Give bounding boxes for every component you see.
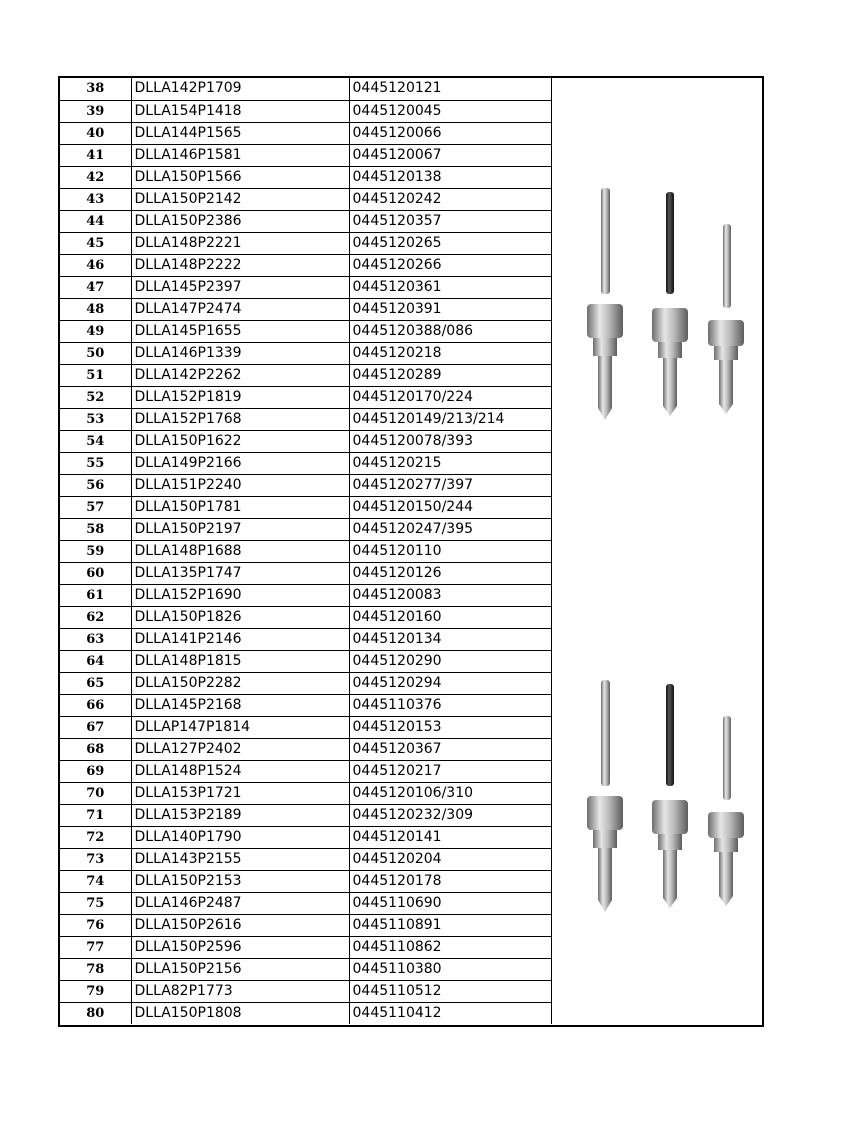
oem-number: 0445110512: [349, 980, 551, 1002]
row-number: 60: [60, 562, 131, 584]
table-row: [60, 474, 551, 496]
row-number: 52: [60, 386, 131, 408]
nozzle-code: DLLA144P1565: [131, 122, 349, 144]
row-number: 77: [60, 936, 131, 958]
row-number: 65: [60, 672, 131, 694]
table-row: [60, 364, 551, 386]
oem-number: 0445120150/244: [349, 496, 551, 518]
table-row: [60, 298, 551, 320]
table-row: [60, 606, 551, 628]
oem-number: 0445120126: [349, 562, 551, 584]
table-row: [60, 540, 551, 562]
nozzle-code: DLLA151P2240: [131, 474, 349, 496]
nozzle-code: DLLA148P2222: [131, 254, 349, 276]
table-row: [60, 826, 551, 848]
row-number: 70: [60, 782, 131, 804]
row-number: 69: [60, 760, 131, 782]
table-row: [60, 870, 551, 892]
oem-number: 0445120367: [349, 738, 551, 760]
row-number: 48: [60, 298, 131, 320]
table-row: [60, 386, 551, 408]
nozzle-photo-top: [551, 182, 762, 422]
row-number: 78: [60, 958, 131, 980]
row-number: 74: [60, 870, 131, 892]
nozzle-code: DLLA152P1819: [131, 386, 349, 408]
table-row: [60, 166, 551, 188]
table-row: [60, 1002, 551, 1024]
row-number: 41: [60, 144, 131, 166]
table-row: [60, 848, 551, 870]
oem-number: 0445120242: [349, 188, 551, 210]
row-number: 47: [60, 276, 131, 298]
table-row: [60, 408, 551, 430]
nozzle-code: DLLA147P2474: [131, 298, 349, 320]
row-number: 54: [60, 430, 131, 452]
row-number: 46: [60, 254, 131, 276]
oem-number: 0445120266: [349, 254, 551, 276]
oem-number: 0445120045: [349, 100, 551, 122]
table-row: [60, 694, 551, 716]
table-row: [60, 210, 551, 232]
nozzle-code: DLLA154P1418: [131, 100, 349, 122]
injector-nozzle-photo-icon: [551, 674, 762, 914]
oem-number: 0445120388/086: [349, 320, 551, 342]
nozzle-code: DLLA152P1690: [131, 584, 349, 606]
oem-number: 0445120110: [349, 540, 551, 562]
nozzle-code: DLLA143P2155: [131, 848, 349, 870]
oem-number: 0445120217: [349, 760, 551, 782]
oem-number: 0445120357: [349, 210, 551, 232]
nozzle-code: DLLA146P1581: [131, 144, 349, 166]
oem-number: 0445120153: [349, 716, 551, 738]
nozzle-code: DLLA150P2616: [131, 914, 349, 936]
injector-nozzle-photo-icon: [551, 182, 762, 422]
oem-number: 0445120289: [349, 364, 551, 386]
table-row: [60, 78, 551, 100]
nozzle-code: DLLA82P1773: [131, 980, 349, 1002]
row-number: 57: [60, 496, 131, 518]
row-number: 39: [60, 100, 131, 122]
oem-number: 0445120134: [349, 628, 551, 650]
table-row: [60, 782, 551, 804]
nozzle-code: DLLA150P2156: [131, 958, 349, 980]
row-number: 73: [60, 848, 131, 870]
nozzle-code: DLLA150P1622: [131, 430, 349, 452]
nozzle-code: DLLA135P1747: [131, 562, 349, 584]
row-number: 59: [60, 540, 131, 562]
nozzle-code: DLLA153P2189: [131, 804, 349, 826]
oem-number: 0445120141: [349, 826, 551, 848]
oem-number: 0445120066: [349, 122, 551, 144]
oem-number: 0445120391: [349, 298, 551, 320]
row-number: 44: [60, 210, 131, 232]
row-number: 53: [60, 408, 131, 430]
nozzle-code: DLLA150P1808: [131, 1002, 349, 1024]
nozzle-code: DLLA141P2146: [131, 628, 349, 650]
nozzle-table: [60, 78, 552, 1024]
table-row: [60, 650, 551, 672]
oem-number: 0445120204: [349, 848, 551, 870]
nozzle-code: DLLA149P2166: [131, 452, 349, 474]
row-number: 80: [60, 1002, 131, 1024]
nozzle-code: DLLA150P2142: [131, 188, 349, 210]
nozzle-code: DLLA146P1339: [131, 342, 349, 364]
row-number: 58: [60, 518, 131, 540]
nozzle-code: DLLA145P2168: [131, 694, 349, 716]
oem-number: 0445120170/224: [349, 386, 551, 408]
table-row: [60, 980, 551, 1002]
table-row: [60, 936, 551, 958]
nozzle-code: DLLA150P1566: [131, 166, 349, 188]
nozzle-code: DLLA146P2487: [131, 892, 349, 914]
table-row: [60, 430, 551, 452]
nozzle-code: DLLA145P1655: [131, 320, 349, 342]
nozzle-code: DLLA152P1768: [131, 408, 349, 430]
oem-number: 0445120178: [349, 870, 551, 892]
oem-number: 0445120138: [349, 166, 551, 188]
oem-number: 0445110412: [349, 1002, 551, 1024]
nozzle-code: DLLA150P2197: [131, 518, 349, 540]
table-row: [60, 672, 551, 694]
nozzle-code: DLLA150P2282: [131, 672, 349, 694]
table-row: [60, 452, 551, 474]
nozzle-code: DLLA142P2262: [131, 364, 349, 386]
row-number: 72: [60, 826, 131, 848]
row-number: 38: [60, 78, 131, 100]
oem-number: 0445120106/310: [349, 782, 551, 804]
table-row: [60, 892, 551, 914]
nozzle-code: DLLA142P1709: [131, 78, 349, 100]
table-row: [60, 320, 551, 342]
product-image-column: [551, 78, 762, 1025]
parts-catalog-sheet: [58, 76, 764, 1027]
row-number: 62: [60, 606, 131, 628]
nozzle-code: DLLA150P1826: [131, 606, 349, 628]
table-row: [60, 144, 551, 166]
nozzle-code: DLLA148P1524: [131, 760, 349, 782]
row-number: 79: [60, 980, 131, 1002]
row-number: 63: [60, 628, 131, 650]
table-row: [60, 496, 551, 518]
oem-number: 0445110690: [349, 892, 551, 914]
table-row: [60, 518, 551, 540]
table-row: [60, 958, 551, 980]
row-number: 76: [60, 914, 131, 936]
nozzle-code: DLLA150P2153: [131, 870, 349, 892]
table-row: [60, 122, 551, 144]
oem-number: 0445120218: [349, 342, 551, 364]
row-number: 71: [60, 804, 131, 826]
oem-number: 0445120078/393: [349, 430, 551, 452]
oem-number: 0445110376: [349, 694, 551, 716]
nozzle-table-body: [60, 78, 551, 1024]
oem-number: 0445120265: [349, 232, 551, 254]
table-row: [60, 738, 551, 760]
oem-number: 0445120294: [349, 672, 551, 694]
row-number: 42: [60, 166, 131, 188]
row-number: 43: [60, 188, 131, 210]
nozzle-code: DLLA145P2397: [131, 276, 349, 298]
nozzle-code: DLLA140P1790: [131, 826, 349, 848]
oem-number: 0445120247/395: [349, 518, 551, 540]
row-number: 51: [60, 364, 131, 386]
row-number: 75: [60, 892, 131, 914]
nozzle-photo-bottom: [551, 674, 762, 914]
table-row: [60, 276, 551, 298]
table-row: [60, 254, 551, 276]
table-row: [60, 342, 551, 364]
row-number: 68: [60, 738, 131, 760]
row-number: 55: [60, 452, 131, 474]
table-row: [60, 584, 551, 606]
table-row: [60, 232, 551, 254]
nozzle-code: DLLA148P2221: [131, 232, 349, 254]
oem-number: 0445120361: [349, 276, 551, 298]
nozzle-code: DLLA148P1815: [131, 650, 349, 672]
table-row: [60, 760, 551, 782]
table-row: [60, 562, 551, 584]
nozzle-code: DLLAP147P1814: [131, 716, 349, 738]
nozzle-code: DLLA150P2386: [131, 210, 349, 232]
oem-number: 0445120083: [349, 584, 551, 606]
row-number: 61: [60, 584, 131, 606]
table-row: [60, 716, 551, 738]
row-number: 50: [60, 342, 131, 364]
table-row: [60, 804, 551, 826]
row-number: 66: [60, 694, 131, 716]
oem-number: 0445120160: [349, 606, 551, 628]
nozzle-code: DLLA148P1688: [131, 540, 349, 562]
oem-number: 0445120215: [349, 452, 551, 474]
row-number: 56: [60, 474, 131, 496]
row-number: 67: [60, 716, 131, 738]
row-number: 45: [60, 232, 131, 254]
oem-number: 0445120290: [349, 650, 551, 672]
table-row: [60, 914, 551, 936]
oem-number: 0445120067: [349, 144, 551, 166]
row-number: 40: [60, 122, 131, 144]
oem-number: 0445120277/397: [349, 474, 551, 496]
table-row: [60, 628, 551, 650]
nozzle-code: DLLA127P2402: [131, 738, 349, 760]
nozzle-code: DLLA150P1781: [131, 496, 349, 518]
oem-number: 0445120232/309: [349, 804, 551, 826]
table-row: [60, 100, 551, 122]
oem-number: 0445110891: [349, 914, 551, 936]
nozzle-code: DLLA153P1721: [131, 782, 349, 804]
table-row: [60, 188, 551, 210]
oem-number: 0445110380: [349, 958, 551, 980]
row-number: 64: [60, 650, 131, 672]
oem-number: 0445120149/213/214: [349, 408, 551, 430]
nozzle-code: DLLA150P2596: [131, 936, 349, 958]
oem-number: 0445120121: [349, 78, 551, 100]
row-number: 49: [60, 320, 131, 342]
oem-number: 0445110862: [349, 936, 551, 958]
